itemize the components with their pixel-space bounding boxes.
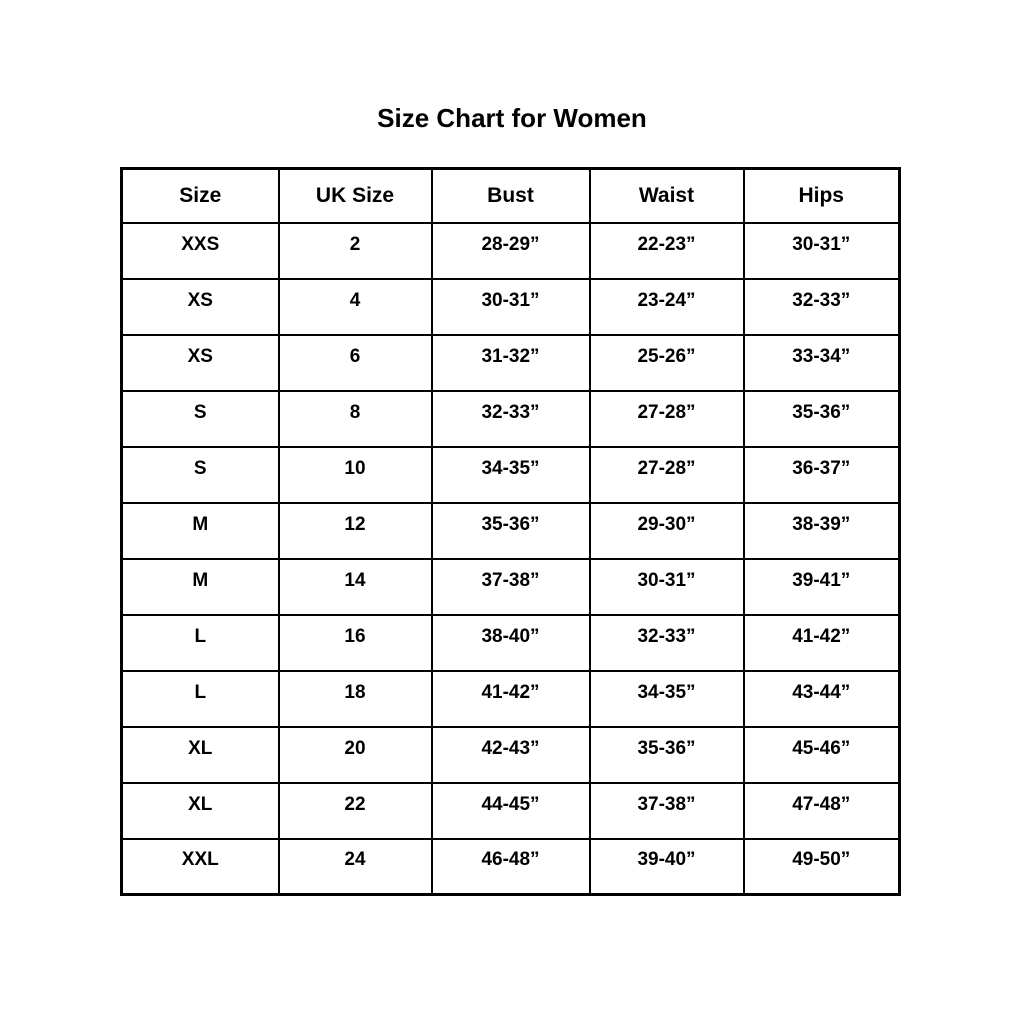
table-cell: XXS (122, 223, 279, 279)
table-cell: 49-50” (744, 839, 900, 895)
table-cell: M (122, 559, 279, 615)
table-cell: 39-41” (744, 559, 900, 615)
table-cell: 22-23” (590, 223, 744, 279)
table-cell: 38-39” (744, 503, 900, 559)
table-cell: S (122, 391, 279, 447)
table-cell: XXL (122, 839, 279, 895)
table-cell: 35-36” (744, 391, 900, 447)
header-row (122, 169, 900, 223)
table-cell: 2 (279, 223, 432, 279)
table-row (122, 671, 900, 727)
table-cell: L (122, 615, 279, 671)
table-cell: 34-35” (432, 447, 590, 503)
table-body (122, 223, 900, 895)
table-cell: 38-40” (432, 615, 590, 671)
table-cell: 46-48” (432, 839, 590, 895)
table-cell: L (122, 671, 279, 727)
table-cell: 12 (279, 503, 432, 559)
column-header: Size (122, 169, 279, 223)
table-cell: 24 (279, 839, 432, 895)
table-cell: 4 (279, 279, 432, 335)
table-row (122, 335, 900, 391)
table-cell: XS (122, 335, 279, 391)
table-cell: 32-33” (590, 615, 744, 671)
table-cell: 42-43” (432, 727, 590, 783)
table-cell: 8 (279, 391, 432, 447)
table-cell: 30-31” (432, 279, 590, 335)
table-row (122, 279, 900, 335)
table-cell: 22 (279, 783, 432, 839)
table-row (122, 615, 900, 671)
table-cell: 47-48” (744, 783, 900, 839)
table-cell: XL (122, 783, 279, 839)
table-cell: 34-35” (590, 671, 744, 727)
column-header: Waist (590, 169, 744, 223)
table-cell: 43-44” (744, 671, 900, 727)
table-cell: 16 (279, 615, 432, 671)
column-header: UK Size (279, 169, 432, 223)
table-row (122, 503, 900, 559)
table-cell: 23-24” (590, 279, 744, 335)
table-cell: 37-38” (590, 783, 744, 839)
column-header: Bust (432, 169, 590, 223)
table-cell: 44-45” (432, 783, 590, 839)
column-header: Hips (744, 169, 900, 223)
table-cell: 36-37” (744, 447, 900, 503)
table-cell: 32-33” (744, 279, 900, 335)
table-row (122, 559, 900, 615)
table-cell: 41-42” (432, 671, 590, 727)
table-cell: 27-28” (590, 391, 744, 447)
table-cell: 14 (279, 559, 432, 615)
table-row (122, 447, 900, 503)
table-cell: 30-31” (590, 559, 744, 615)
table-cell: 41-42” (744, 615, 900, 671)
table-row (122, 783, 900, 839)
table-cell: 37-38” (432, 559, 590, 615)
table-cell: 39-40” (590, 839, 744, 895)
table-cell: 31-32” (432, 335, 590, 391)
table-row (122, 727, 900, 783)
table-row (122, 839, 900, 895)
table-cell: M (122, 503, 279, 559)
table-cell: 25-26” (590, 335, 744, 391)
table-cell: S (122, 447, 279, 503)
table-cell: 27-28” (590, 447, 744, 503)
table-cell: 35-36” (432, 503, 590, 559)
table-cell: 18 (279, 671, 432, 727)
table-cell: 6 (279, 335, 432, 391)
table-cell: XS (122, 279, 279, 335)
table-row (122, 391, 900, 447)
table-cell: 29-30” (590, 503, 744, 559)
table-cell: 28-29” (432, 223, 590, 279)
table-cell: 30-31” (744, 223, 900, 279)
table-row (122, 223, 900, 279)
table-cell: 32-33” (432, 391, 590, 447)
table-cell: 20 (279, 727, 432, 783)
page-title: Size Chart for Women (377, 103, 647, 133)
table-cell: 35-36” (590, 727, 744, 783)
size-chart-table (120, 167, 901, 896)
table-cell: XL (122, 727, 279, 783)
table-cell: 10 (279, 447, 432, 503)
table-cell: 45-46” (744, 727, 900, 783)
table-cell: 33-34” (744, 335, 900, 391)
